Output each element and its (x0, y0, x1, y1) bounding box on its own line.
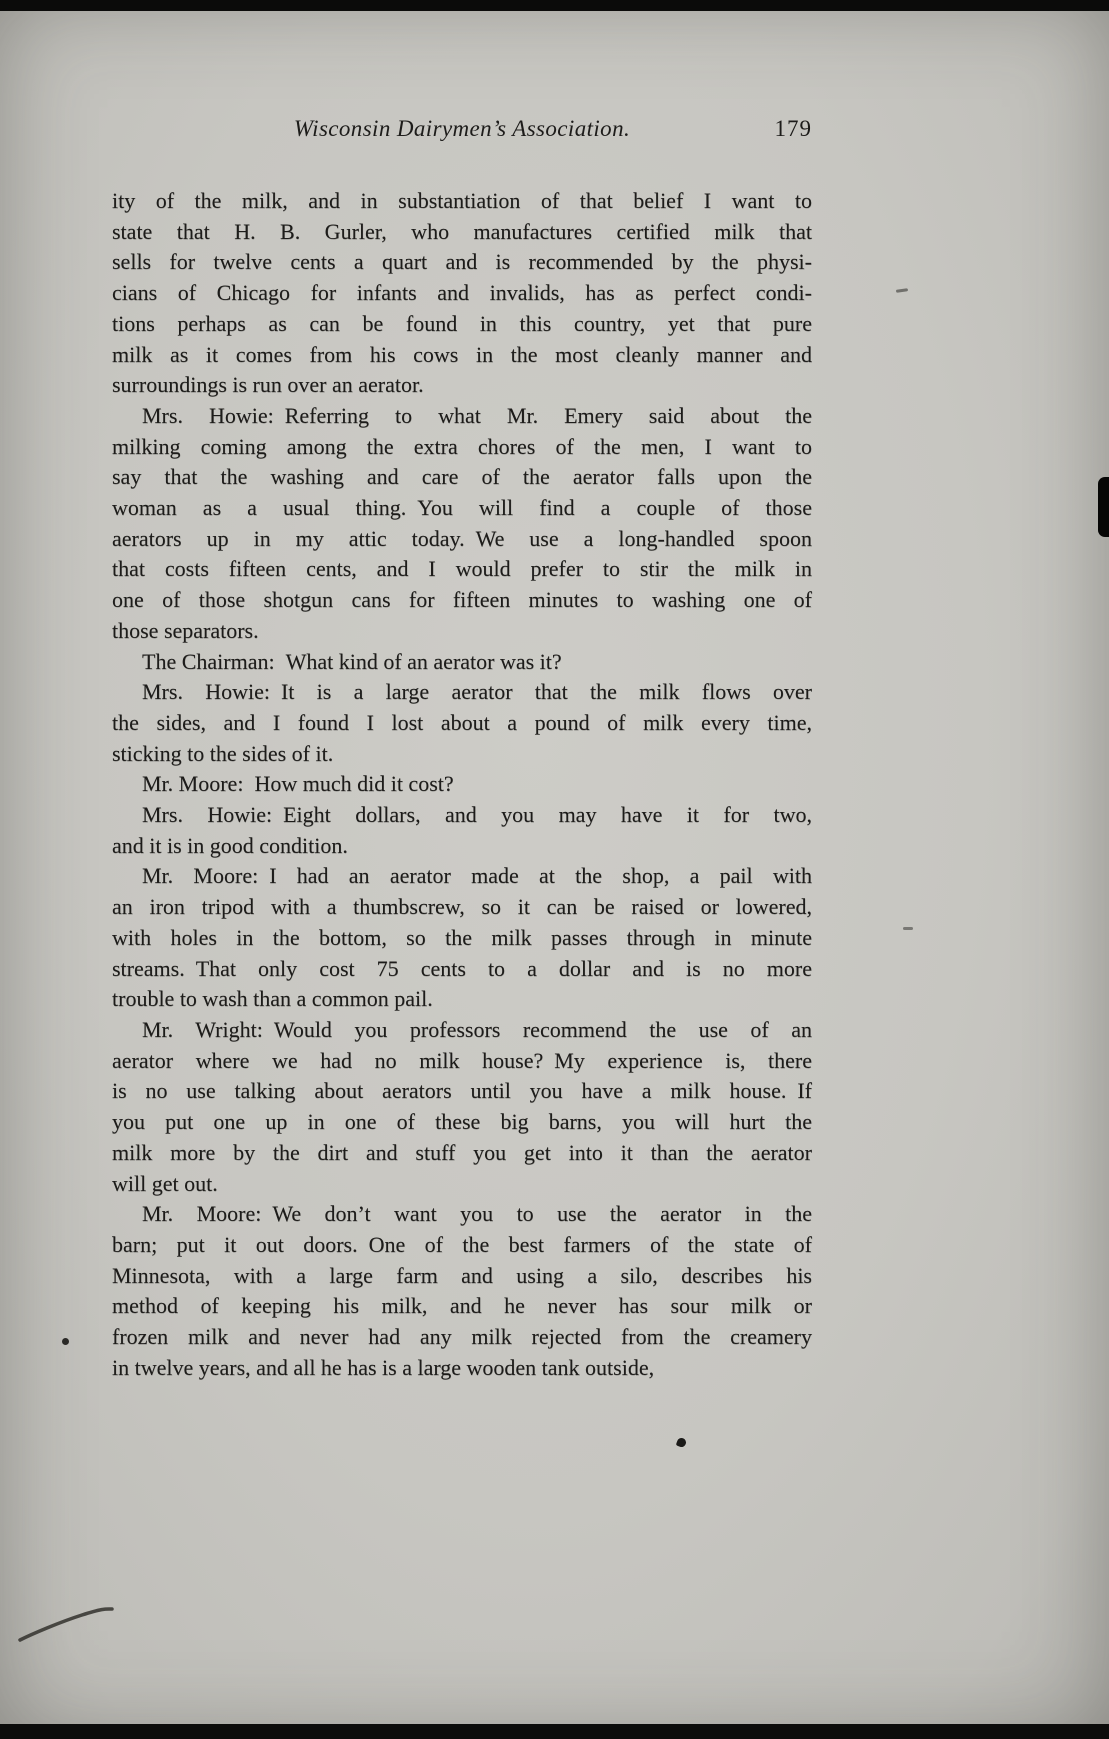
text-line: barn; put it out doors. One of the best farmers of the state of (112, 1231, 812, 1257)
pen-stroke-mark (16, 1596, 116, 1648)
scan-artifact-top-bar (0, 0, 1109, 11)
text-line: milking coming among the extra chores of the men, I want to (112, 433, 812, 459)
text-line: The Chairman: What kind of an aerator was it? (142, 648, 562, 674)
text-line: say that the washing and care of the aerator falls upon the (112, 464, 812, 490)
ink-spot (676, 1437, 688, 1449)
text-line: surroundings is run over an aerator. (112, 372, 424, 398)
text-line: ity of the milk, and in substantiation of that belief I want to (112, 188, 812, 213)
text-line: streams. That only cost 75 cents to a dollar and is no more (112, 955, 812, 981)
text-line: an iron tripod with a thumbscrew, so it can be raised or lowered, (112, 894, 812, 920)
text-line: Minnesota, with a large farm and using a silo, describes his (112, 1262, 812, 1288)
text-line: Mrs. Howie: Eight dollars, and you may have it for two, (142, 802, 812, 828)
text-line: milk as it comes from his cows in the most cleanly manner and (112, 341, 812, 367)
text-line: with holes in the bottom, so the milk passes through in minute (112, 924, 812, 950)
running-title: Wisconsin Dairymen’s Association. (293, 116, 631, 141)
text-line: aerators up in my attic today. We use a long-handled spoon (112, 525, 812, 551)
text-line: Mr. Moore: I had an aerator made at the shop, a pail with (142, 863, 812, 889)
text-line: milk more by the dirt and stuff you get into it than the aerator (112, 1139, 812, 1165)
text-line: the sides, and I found I lost about a pound of milk every time, (112, 709, 812, 735)
text-line: trouble to wash than a common pail. (112, 986, 433, 1012)
scan-speck (896, 288, 908, 293)
text-line: Mrs. Howie: Referring to what Mr. Emery said about the (142, 402, 812, 428)
scan-artifact-bottom-bar (0, 1724, 1109, 1739)
text-line: aerator where we had no milk house? My experience is, there (112, 1047, 812, 1073)
text-line: Mr. Moore: We don’t want you to use the aerator in the (142, 1201, 812, 1227)
text-line: that costs fifteen cents, and I would prefer to stir the milk in (112, 556, 812, 582)
text-line: in twelve years, and all he has is a large wooden tank outside, (112, 1354, 655, 1380)
text-line: Mr. Wright: Would you professors recommend the use of an (142, 1016, 812, 1042)
text-line: method of keeping his milk, and he never has sour milk or (112, 1293, 812, 1319)
page-header (112, 116, 812, 150)
text-line: sells for twelve cents a quart and is recommended by the physi- (112, 249, 812, 275)
text-line: tions perhaps as can be found in this country, yet that pure (112, 310, 812, 336)
text-line: frozen milk and never had any milk rejected from the creamery (112, 1324, 812, 1350)
text-line: is no use talking about aerators until you have a milk house. If (112, 1078, 812, 1104)
text-line: state that H. B. Gurler, who manufactures certified milk that (112, 218, 812, 244)
text-line: you put one up in one of these big barns, you will hurt the (112, 1109, 812, 1135)
text-line: will get out. (112, 1170, 218, 1196)
margin-ink-dot (62, 1338, 69, 1345)
scan-artifact-right-edge-blob (1098, 477, 1109, 537)
text-line: sticking to the sides of it. (112, 740, 334, 766)
text-line: those separators. (112, 617, 259, 643)
body-text-block (112, 186, 812, 1383)
text-line: one of those shotgun cans for fifteen minutes to washing one of (112, 587, 812, 613)
text-line: cians of Chicago for infants and invalids, has as perfect condi- (112, 280, 812, 306)
page-number: 179 (774, 116, 812, 141)
scan-speck (903, 927, 913, 930)
text-line: Mr. Moore: How much did it cost? (142, 771, 454, 797)
text-line: woman as a usual thing. You will find a couple of those (112, 495, 812, 521)
text-line: Mrs. Howie: It is a large aerator that the milk flows over (142, 679, 812, 705)
text-line: and it is in good condition. (112, 832, 348, 858)
